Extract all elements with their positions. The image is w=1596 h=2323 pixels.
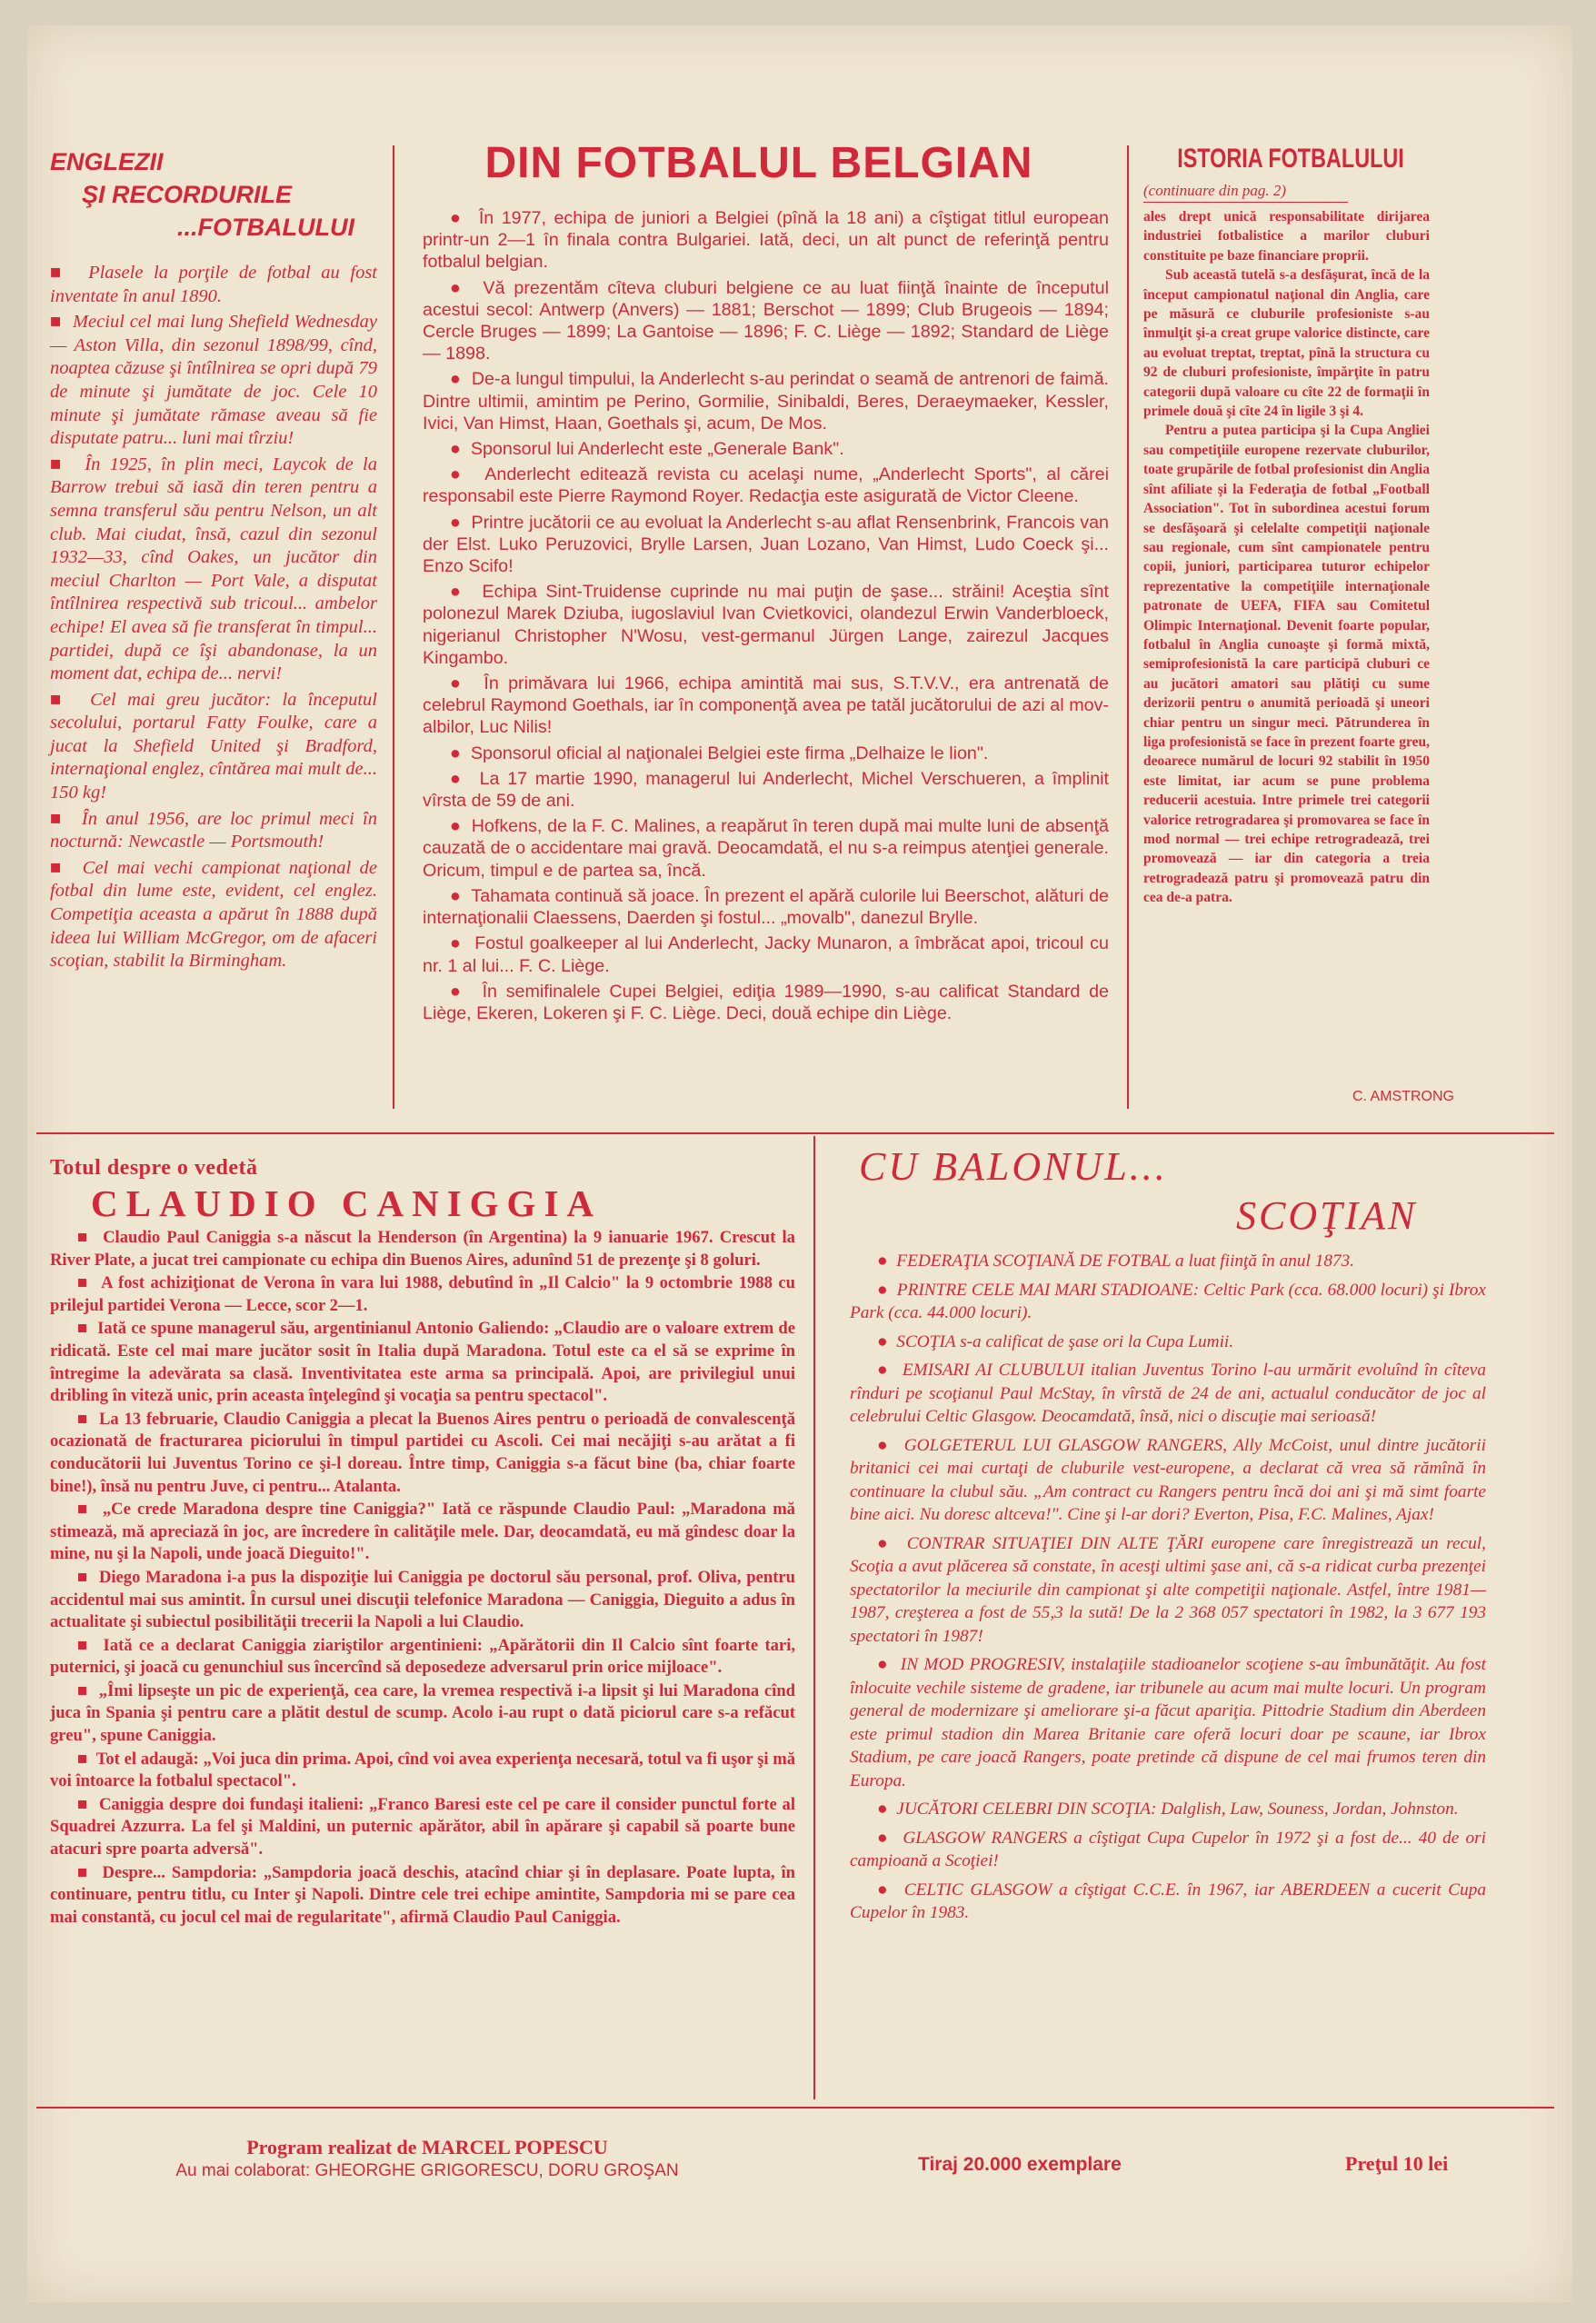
- belgian-paragraph-5: ● Anderlecht editează revista cu acelaşi nume, „Anderlecht Sports", al cărei responsabil este Pierre Raymond Royer. Redacţia este asigurată de Victor Cleene.: [423, 464, 1109, 507]
- belgian-paragraph-3: ● De-a lungul timpului, la Anderlecht s-au perindat o seamă de antrenori de faimă. Dintre ultimii, amintim pe Perino, Gormilie, Sinibaldi, Beres, Deraeymaeker, Kessler, Ivici, Van Himst, Haan, Goethals şi, acum, De Mos.: [423, 368, 1109, 434]
- footer-collaborators: Au mai colaborat: GHEORGHE GRIGORESCU, DORU GROŞAN: [175, 2161, 679, 2180]
- section-divider-top: [36, 1132, 1554, 1134]
- englezii-title: [50, 145, 377, 244]
- belgian-paragraph-1: ● În 1977, echipa de juniori a Belgiei (pînă la 18 ani) a cîştigat titlul european printr-un 2—1 în finala contra Bulgariei. Iată, deci, un alt punct de referinţă pentru fotbalul belgian.: [423, 207, 1109, 274]
- istoria-continuation-underline: [1143, 202, 1348, 203]
- column-divider-bottom: [813, 1136, 815, 2099]
- englezii-title-line-2: ŞI RECORDURILE: [82, 181, 293, 208]
- caniggia-article: [50, 1227, 795, 1929]
- englezii-paragraph-3: ■ În 1925, în plin meci, Laycok de la Barrow trebui să iasă din teren pentru a semna transferul său pentru Nelson, un alt club. Mai ciudat, însă, cazul din sezonul 1932—33, cînd Oakes, un jucător din meciul Charlton — Port Vale, a disputat întîlnirea respectivă sub tricoul... ambelor echipe! El avea să fie transferat în timpul... partidei, după ce îşi abandonase, la un moment dat, echipa de... nervi!: [50, 454, 377, 686]
- scotian-paragraph-3: ● SCOŢIA s-a calificat de şase ori la Cupa Lumii.: [850, 1331, 1486, 1354]
- englezii-title-line-3: ...FOTBALULUI: [177, 214, 354, 241]
- belgian-paragraph-8: ● În primăvara lui 1966, echipa amintită mai sus, S.T.V.V., era antrenată de celebrul Raymond Goethals, iar în componenţă avea pe tatăl jucătorului de azi al mov-albilor, Luc Nilis!: [423, 673, 1109, 739]
- belgian-paragraph-12: ● Tahamata continuă să joace. În prezent el apără culorile lui Beerschot, alături de internaţionalii Claessens, Daerden şi fostul... „movalb", danezul Brylle.: [423, 885, 1109, 929]
- footer-price: Preţul 10 lei: [1345, 2152, 1449, 2175]
- footer-print-run: Tiraj 20.000 exemplare: [918, 2154, 1122, 2175]
- scotian-paragraph-1: ● FEDERAŢIA SCOŢIANĂ DE FOTBAL a luat fiinţă în anul 1873.: [850, 1250, 1486, 1273]
- scotian-paragraph-7: ● IN MOD PROGRESIV, instalaţiile stadioanelor scoţiene s-au îmbunătăţit. Au fost înlocuite vechile sisteme de gradene, iar tribunele au acum mai multe locuri. Un program general de modernizare şi ameliorare şi-a făcut apariţia. Pittodrie Stadium din Aberdeen este primul stadion din Marea Britanie care oferă locuri doar pe scaune, iar Ibrox Stadium, pe care joacă Rangers, poate pretinde că dispune de cel mai frumos teren din Europa.: [850, 1653, 1486, 1792]
- belgian-title: DIN FOTBALUL BELGIAN: [484, 139, 1033, 187]
- scotian-paragraph-5: ● GOLGETERUL LUI GLASGOW RANGERS, Ally McCoist, unul dintre jucătorii britanici cei mai curtaţi de cluburile vest-europene, a declarat că vrea să rămînă în continuare la clubul său. „Am contract cu Rangers pentru încă doi ani şi mă simt foarte bine aici. Nu doresc altceva!". Cine şi l-ar dori? Everton, Pisa, F.C. Malines, Ajax!: [850, 1434, 1486, 1527]
- caniggia-paragraph-8: ■ „Îmi lipseşte un pic de experienţă, cea care, la vremea respectivă i-a lipsit şi lui Maradona cînd juca în Spania şi pentru care a plătit destul de scump. Acolo i-au rupt o dată piciorul care s-a refăcut greu", spune Caniggia.: [50, 1680, 795, 1748]
- istoria-paragraph-3: Pentru a putea participa şi la Cupa Angliei sau competiţiile europene rezervate cluburilor, toate grupările de fotbal profesionist din Anglia sînt afiliate şi la Federaţia de fotbal „Football Association". Tot în subordinea acestui forum se desfăşoară şi celelalte competiţii naţionale sau regionale, cum sînt campionatele pentru copii, juniori, participarea tuturor echipelor reprezentative la competiţiile internaţionale patronate de UEFA, FIFA sau Comitetul Olimpic Internaţional. Devenit foarte popular, fotbalul în Anglia cunoaşte şi formă mixtă, semiprofesionistă la care participă cluburi ce au jucători amatori sau plătiţi cu sume derizorii pentru o anumită perioadă şi uneori chiar pentru un singur meci. Pătrunderea în liga profesionistă se face în prezent foarte greu, deoarece numărul de locuri 92 stabilit în 1950 este limitat, iar acum se pune problema reducerii acestuia. Intre primele trei categorii valorice retrogradarea şi promovarea se face în mod normal — trei echipe retrogradează, trei promovează — iar din categoria a treia retrogradează patru şi promovează patru din cea de-a patra.: [1143, 423, 1430, 906]
- column-divider-left: [393, 145, 394, 1109]
- scotian-paragraph-4: ● EMISARI AI CLUBULUI italian Juventus Torino l-au urmărit evoluînd în cîteva rînduri pe scoţianul Paul McStay, în vîrstă de 24 de ani, actualul conducător de joc al celebrului Celtic Glasgow. Deocamdată, însă, nici o discuţie mai serioasă!: [850, 1359, 1486, 1429]
- englezii-paragraph-2: ■ Meciul cel mai lung Shefield Wednesday — Aston Villa, din sezonul 1898/99, cînd, noaptea căzuse şi întîlnirea se opri după 79 de minute şi jumătate de joc. Cele 10 minute şi jumătate rămase aveau să fie disputate patru... luni mai tîrziu!: [50, 311, 377, 451]
- belgian-paragraph-6: ● Printre jucătorii ce au evoluat la Anderlecht s-au aflat Rensenbrink, Francois van der Elst. Luko Peruzovici, Brylle Larsen, Juan Lozano, Van Himst, Ludo Coeck şi... Enzo Scifo!: [423, 512, 1109, 578]
- caniggia-paragraph-3: ■ Iată ce spune managerul său, argentinianul Antonio Galiendo: „Claudio are o valoare extrem de ridicată. Este cel mai mare jucător sosit în Italia după Maradona. Totul este ca el să se exprime în întregime la adevărata sa clasă. Inventivitatea este arma sa principală. Apoi, are privilegiul unui dribling în viteză unic, prin aceasta înţelegînd şi vocaţia sa pentru spectacol".: [50, 1318, 795, 1407]
- scotian-title-line-1: CU BALONUL...: [859, 1144, 1168, 1189]
- englezii-paragraph-5: ■ În anul 1956, are loc primul meci în nocturnă: Newcastle — Portsmouth!: [50, 808, 377, 854]
- caniggia-paragraph-5: ■ „Ce crede Maradona despre tine Caniggia?" Iată ce răspunde Claudio Paul: „Maradona mă stimează, mă apreciază în joc, are încredere în calităţile mele. Dar, deocamdată, eu mă gîndesc doar la mine, nu şi la Napoli, unde joacă Dieguito!".: [50, 1499, 795, 1566]
- belgian-paragraph-7: ● Echipa Sint-Truidense cuprinde nu mai puţin de şase... străini! Aceştia sînt polonezul Marek Dziuba, iugoslaviul Ivan Cvietkovici, olandezul Erwin Vanderbloeck, nigerianul Christopher N'Wosu, vest-germanul Jürgen Lange, zairezul Jacques Kingambo.: [423, 581, 1109, 669]
- caniggia-paragraph-7: ■ Iată ce a declarat Caniggia ziariştilor argentinieni: „Apărătorii din Il Calcio sînt foarte tari, puternici, şi joacă cu genunchiul sus încercînd să deposedeze adversarul prin orice mijloace".: [50, 1635, 795, 1680]
- scotian-paragraph-6: ● CONTRAR SITUAŢIEI DIN ALTE ŢĂRI europene care înregistrează un recul, Scoţia a avut plăcerea să constate, în acesţi ultimi şase ani, că s-a ridicat curba prezenţei spectatorilor la meciurile din campionat şi alte competiţii naţionale. Astfel, între 1981—1987, creşterea a fost de 55,3 la sută! De la 2 368 057 spectatori în 1982, la 3 677 193 spectatori în 1987!: [850, 1532, 1486, 1649]
- istoria-article: [1143, 207, 1430, 908]
- englezii-title-line-1: ENGLEZII: [50, 148, 164, 175]
- belgian-paragraph-11: ● Hofkens, de la F. C. Malines, a reapărut în teren după mai multe luni de absenţă cauzată de o accidentare mai gravă. Deocamdată, el nu s-a reimpus atenţiei generale. Oricum, timpul e de partea sa, încă.: [423, 815, 1109, 882]
- belgian-paragraph-2: ● Vă prezentăm cîteva cluburi belgiene ce au luat fiinţă înainte de începutul acestui secol: Antwerp (Anvers) — 1881; Berschot — 1899; Club Brugeois — 1894; Cercle Bruges — 1899; La Gantoise — 1896; F. C. Liège — 1892; Standard de Liège — 1898.: [423, 277, 1109, 365]
- caniggia-paragraph-11: ■ Despre... Sampdoria: „Sampdoria joacă deschis, atacînd chiar şi în deplasare. Poate lupta, în continuare, pentru titlu, cu Inter şi Napoli. Dintre cele trei echipe amintite, Sampdoria mi se pare cea mai constantă, cu jocul cel mai de regularitate", afirmă Claudio Paul Caniggia.: [50, 1862, 795, 1929]
- istoria-paragraph-2: Sub această tutelă s-a desfăşurat, încă de la început campionatul naţional din Anglia, care pe măsură ce cluburile profesioniste s-au înmulţit şi-a creat grupe valorice distincte, care au evoluat treptat, treptat, pînă la structura cu 92 de cluburi profesioniste, împărţite în patru categorii după valoare cu cîte 22 de formaţii în primele două şi cîte 24 în ligile 3 şi 4.: [1143, 267, 1430, 420]
- caniggia-kicker: Totul despre o vedetă: [50, 1156, 258, 1180]
- scotian-paragraph-10: ● CELTIC GLASGOW a cîştigat C.C.E. în 1967, iar ABERDEEN a cucerit Cupa Cupelor în 1983.: [850, 1879, 1486, 1925]
- istoria-paragraph-1: ales drept unică responsabilitate dirijarea industriei fotbalistice a marilor cluburi constituite pe baze financiare proprii.: [1143, 209, 1430, 264]
- belgian-paragraph-9: ● Sponsorul oficial al naţionalei Belgiei este firma „Delhaize le lion".: [423, 743, 1109, 764]
- belgian-article: [423, 207, 1109, 1028]
- belgian-paragraph-13: ● Fostul goalkeeper al lui Anderlecht, Jacky Munaron, a îmbrăcat apoi, tricoul cu nr. 1 al lui... F. C. Liège.: [423, 932, 1109, 976]
- caniggia-paragraph-6: ■ Diego Maradona i-a pus la dispoziţie lui Caniggia pe doctorul său personal, prof. Oliva, pentru accidentul mai sus amintit. În cursul unei discuţii telefonice Maradona — Caniggia, Dieguito a adus în actualitate şi subiectul posibilităţii trecerii la Napoli a lui Claudio.: [50, 1567, 795, 1634]
- caniggia-paragraph-1: ■ Claudio Paul Caniggia s-a născut la Henderson (în Argentina) la 9 ianuarie 1967. Crescut la River Plate, a jucat trei campionate cu echipa din Buenos Aires, adunînd 51 de prezenţe şi 8 goluri.: [50, 1227, 795, 1271]
- englezii-paragraph-1: ■ Plasele la porţile de fotbal au fost inventate în anul 1890.: [50, 262, 377, 308]
- scotian-paragraph-9: ● GLASGOW RANGERS a cîştigat Cupa Cupelor în 1972 şi a fost de... 40 de ori campioană a Scoţiei!: [850, 1827, 1486, 1873]
- englezii-paragraph-4: ■ Cel mai greu jucător: la începutul secolului, portarul Fatty Foulke, care a jucat la Shefield United şi Bradford, internaţional englez, cîntărea mai mult de... 150 kg!: [50, 689, 377, 805]
- column-divider-right: [1127, 145, 1129, 1109]
- caniggia-paragraph-10: ■ Caniggia despre doi fundaşi italieni: „Franco Baresi este cel pe care il consider punctul forte al Squadrei Azzurra. La fel şi Maldini, un puternic apărător, abil în apărare şi capabil să poarte bune atacuri spre poarta adversă".: [50, 1794, 795, 1861]
- caniggia-paragraph-9: ■ Tot el adaugă: „Voi juca din prima. Apoi, cînd voi avea experienţa necesară, totul va fi uşor şi mă voi întoarce la fotbalul spectacol".: [50, 1749, 795, 1793]
- caniggia-paragraph-4: ■ La 13 februarie, Claudio Caniggia a plecat la Buenos Aires pentru o perioadă de convalescenţă ocazionată de fracturarea piciorului în timpul partidei cu Ascoli. Cei mai necăjiţi s-au arătat a fi conducătorii lui Juventus Torino ce şi-l doreau. Între timp, Caniggia s-a făcut bine (ba, chiar foarte bine!), însă nu pentru Juve, ci pentru... Atalanta.: [50, 1409, 795, 1498]
- scotian-paragraph-2: ● PRINTRE CELE MAI MARI STADIOANE: Celtic Park (cca. 68.000 locuri) şi Ibrox Park (cca. 44.000 locuri).: [850, 1279, 1486, 1325]
- footer-program: Program realizat de MARCEL POPESCU: [246, 2136, 608, 2158]
- scotian-paragraph-8: ● JUCĂTORI CELEBRI DIN SCOŢIA: Dalglish, Law, Souness, Jordan, Johnston.: [850, 1798, 1486, 1821]
- istoria-continuation: (continuare din pag. 2): [1143, 182, 1287, 199]
- belgian-paragraph-14: ● În semifinalele Cupei Belgiei, ediţia 1989—1990, s-au calificat Standard de Liège, Ekeren, Lokeren şi F. C. Liège. Deci, două echipe din Liège.: [423, 981, 1109, 1024]
- scotian-title-line-2: SCOŢIAN: [1236, 1193, 1418, 1238]
- istoria-author: C. AMSTRONG: [1352, 1089, 1454, 1104]
- caniggia-title: CLAUDIO CANIGGIA: [91, 1182, 603, 1224]
- section-divider-footer: [36, 2107, 1554, 2109]
- belgian-paragraph-4: ● Sponsorul lui Anderlecht este „Generale Bank".: [423, 438, 1109, 460]
- caniggia-paragraph-2: ■ A fost achiziţionat de Verona în vara lui 1988, debutînd în „Il Calcio" la 9 octombrie 1988 cu prilejul partidei Verona — Lecce, scor 2—1.: [50, 1272, 795, 1317]
- scotian-article: [850, 1250, 1486, 1930]
- istoria-title: ISTORIA FOTBALULUI: [1177, 144, 1404, 174]
- englezii-paragraph-6: ■ Cel mai vechi campionat naţional de fotbal din lume este, evident, cel englez. Competiţia aceasta a apărut în 1888 după ideea lui William McGregor, om de afaceri scoţian, stabilit la Birmingham.: [50, 857, 377, 973]
- englezii-article: [50, 262, 377, 976]
- belgian-paragraph-10: ● La 17 martie 1990, managerul lui Anderlecht, Michel Verschueren, a împlinit vîrsta de 59 de ani.: [423, 768, 1109, 812]
